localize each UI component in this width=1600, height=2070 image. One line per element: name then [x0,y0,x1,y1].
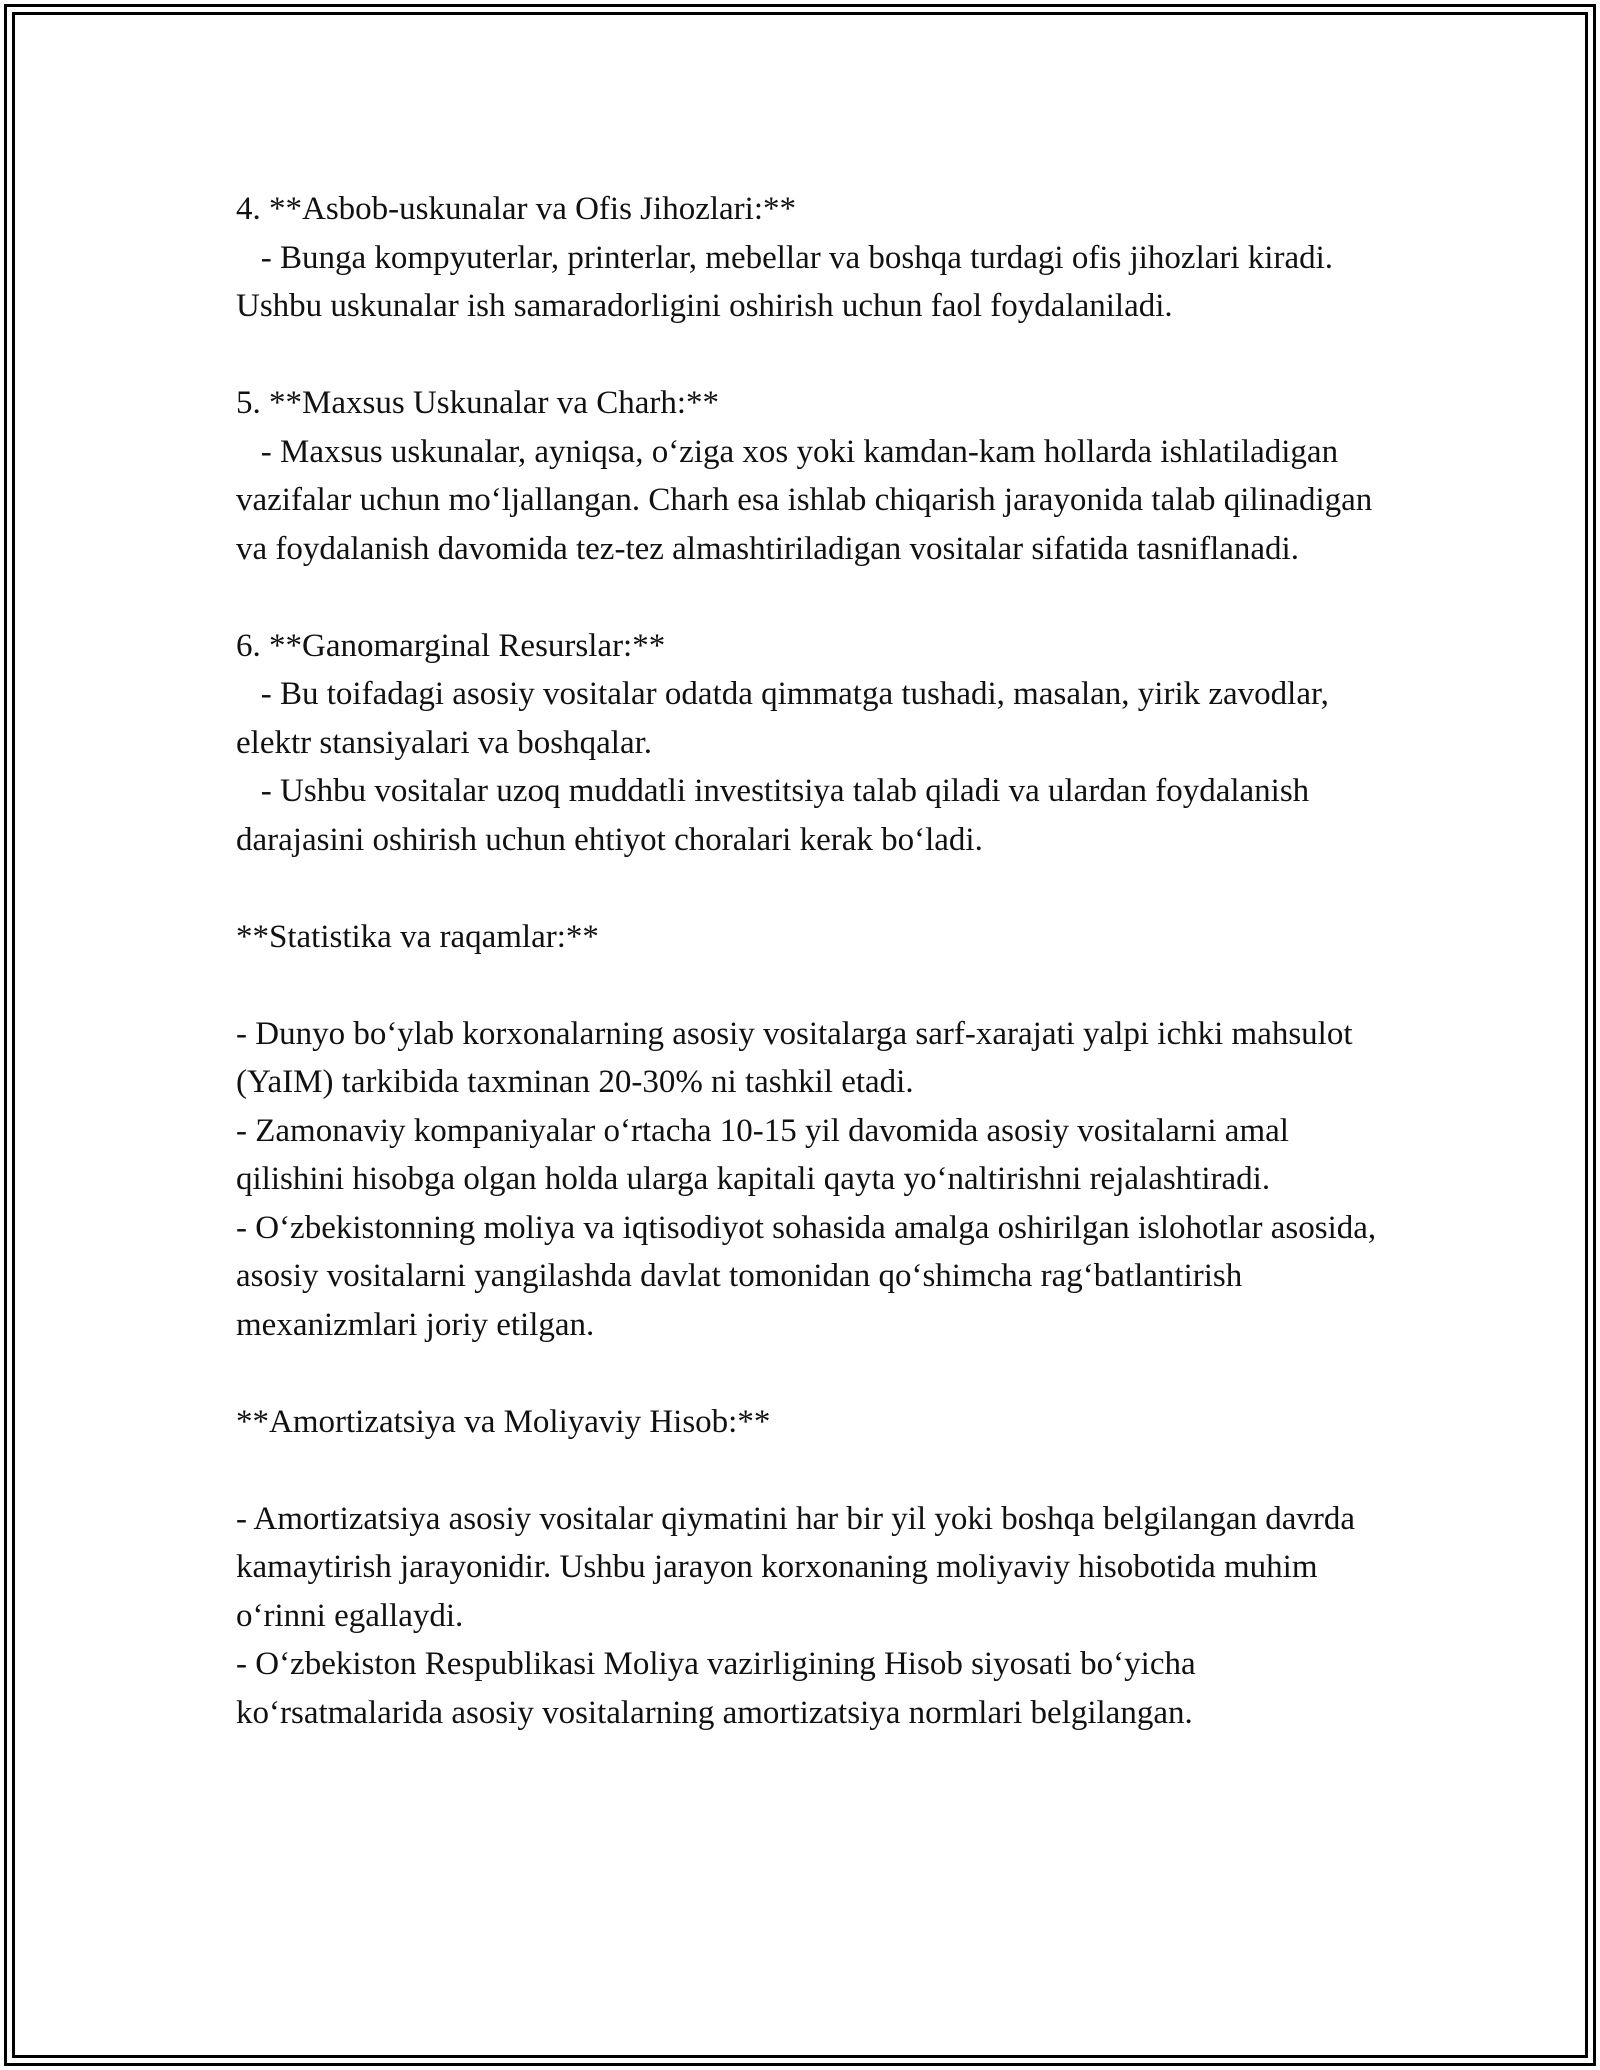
document-body [236,185,1386,1737]
section-5-heading: 5. **Maxsus Uskunalar va Charh:** [236,385,720,421]
statistics-heading: **Statistika va raqamlar:** [236,918,599,955]
blank-line [236,864,1386,913]
section-6-heading: 6. **Ganomarginal Resurslar:** [236,627,666,664]
blank-line [236,331,1386,380]
statistics-item-1: - Dunyo bo‘ylab korxonalarning asosiy vositalarga sarf-xarajati yalpi ichki mahsulot (YaIM) tarkibida taxminan 20-30% ni tashkil etadi. [236,1015,1361,1100]
blank-line [236,573,1386,622]
section-4-text: - Bunga kompyuterlar, printerlar, mebellar va boshqa turdagi ofis jihozlari kiradi. Ushbu uskunalar ish samaradorligini oshirish uchun faol foydalaniladi. [236,239,1342,324]
amortization-heading: **Amortizatsiya va Moliyaviy Hisob:** [236,1403,771,1440]
blank-line [236,961,1386,1010]
statistics-item-3: - O‘zbekistonning moliya va iqtisodiyot sohasida amalga oshirilgan islohotlar asosida, asosiy vositalarni yangilashda davlat tomonidan qo‘shimcha rag‘batlantirish mexanizmlari joriy etilgan. [236,1209,1385,1343]
section-6-text-2: - Ushbu vositalar uzoq muddatli investitsiya talab qiladi va ulardan foydalanish darajasini oshirish uchun ehtiyot choralari kerak bo‘ladi. [236,773,1318,858]
statistics-item-2: - Zamonaviy kompaniyalar o‘rtacha 10-15 yil davomida asosiy vositalarni amal qilishini hisobga olgan holda ularga kapitali qayta yo‘naltirishni rejalashtiradi. [236,1112,1298,1197]
blank-line [236,1446,1386,1495]
blank-line [236,1349,1386,1398]
amortization-item-2: - O‘zbekiston Respublikasi Moliya vazirligining Hisob siyosati bo‘yicha ko‘rsatmalarida asosiy vositalarning amortizatsiya normlari belgilangan. [236,1646,1204,1731]
section-6-text-1: - Bu toifadagi asosiy vositalar odatda qimmatga tushadi, masalan, yirik zavodlar, elektr stansiyalari va boshqalar. [236,676,1338,761]
section-4-heading: 4. **Asbob-uskunalar va Ofis Jihozlari:** [236,191,796,227]
section-5-text: - Maxsus uskunalar, ayniqsa, o‘ziga xos yoki kamdan-kam hollarda ishlatiladigan vazifalar uchun mo‘ljallangan. Charh esa ishlab chiqarish jarayonida talab qilinadigan va foydalanish davomida tez-tez almashtiriladigan vositalar sifatida tasniflanadi. [236,433,1381,567]
amortization-item-1: - Amortizatsiya asosiy vositalar qiymatini har bir yil yoki boshqa belgilangan davrda kamaytirish jarayonidir. Ushbu jarayon korxonaning moliyaviy hisobotida muhim o‘rinni egallaydi. [236,1500,1364,1634]
